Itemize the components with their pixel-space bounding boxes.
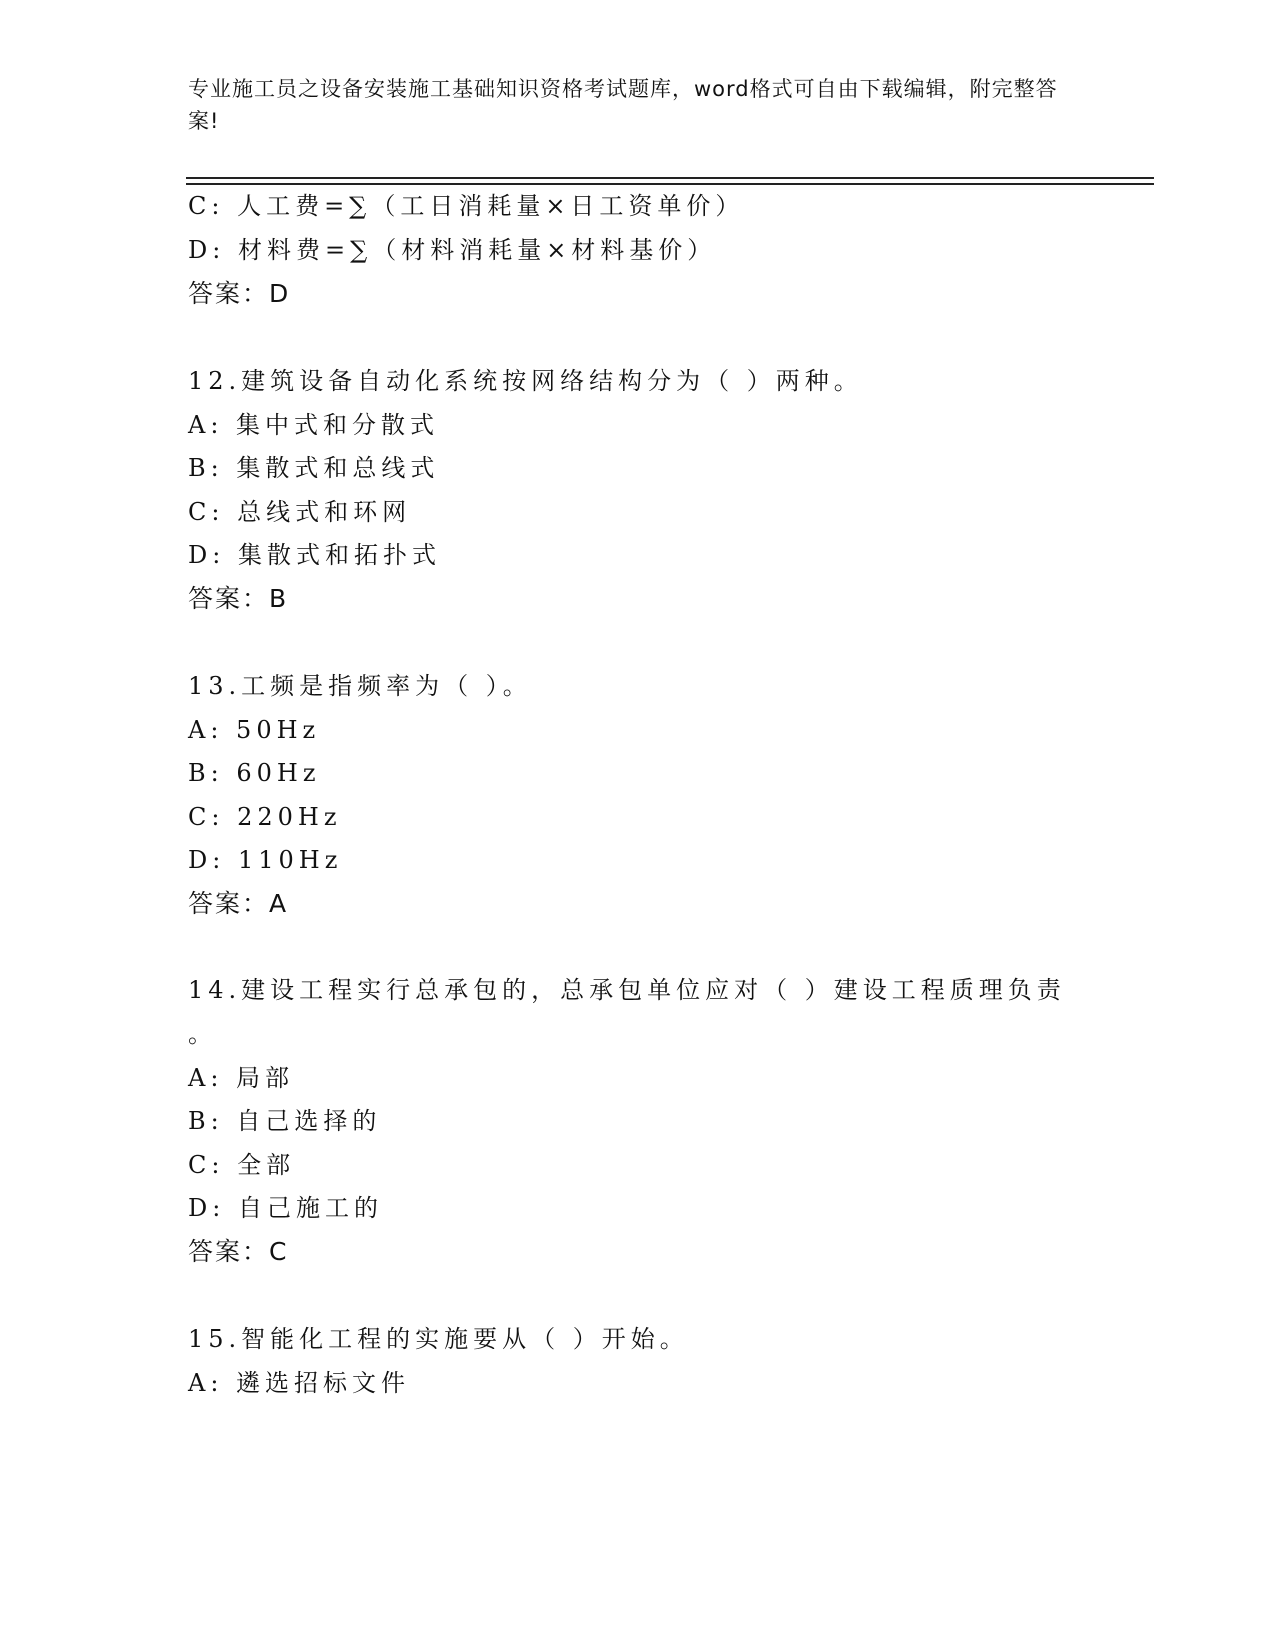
option-a-q13: A: 50Hz: [188, 716, 321, 744]
header-divider-bottom: [186, 183, 1154, 185]
option-c-q13: C: 220Hz: [188, 803, 342, 831]
question-14: 14.建设工程实行总承包的，总承包单位应对（ ）建设工程质理负责: [188, 976, 1066, 1004]
header-divider-top: [186, 177, 1154, 179]
option-d-q11: D: 材料费=∑（材料消耗量×材料基价）: [188, 236, 717, 264]
option-d-q13: D: 110Hz: [188, 846, 343, 874]
option-b-q14: B: 自己选择的: [188, 1107, 382, 1135]
question-12: 12.建筑设备自动化系统按网络结构分为（ ）两种。: [188, 367, 863, 395]
question-14-continuation: 。: [188, 1020, 217, 1048]
answer-q11: 答案：D: [188, 279, 291, 308]
option-a-q14: A: 局部: [188, 1064, 295, 1092]
option-a-q15: A: 遴选招标文件: [188, 1369, 411, 1397]
answer-q13: 答案：A: [188, 889, 289, 918]
question-15: 15.智能化工程的实施要从（ ）开始。: [188, 1325, 689, 1353]
option-c-q14: C: 全部: [188, 1151, 296, 1179]
option-a-q12: A: 集中式和分散式: [188, 411, 440, 439]
option-c-q12: C: 总线式和环网: [188, 498, 412, 526]
option-b-q13: B: 60Hz: [188, 759, 321, 787]
option-b-q12: B: 集散式和总线式: [188, 454, 440, 482]
answer-q14: 答案：C: [188, 1237, 289, 1266]
option-d-q12: D: 集散式和拓扑式: [188, 541, 441, 569]
option-c-q11: C: 人工费=∑（工日消耗量×日工资单价）: [188, 192, 745, 220]
document-title: 专业施工员之设备安装施工基础知识资格考试题库，word格式可自由下载编辑，附完整答案!: [188, 77, 1058, 133]
question-13: 13.工频是指频率为（ ）。: [188, 672, 532, 700]
option-d-q14: D: 自己施工的: [188, 1194, 383, 1222]
answer-q12: 答案：B: [188, 584, 289, 613]
